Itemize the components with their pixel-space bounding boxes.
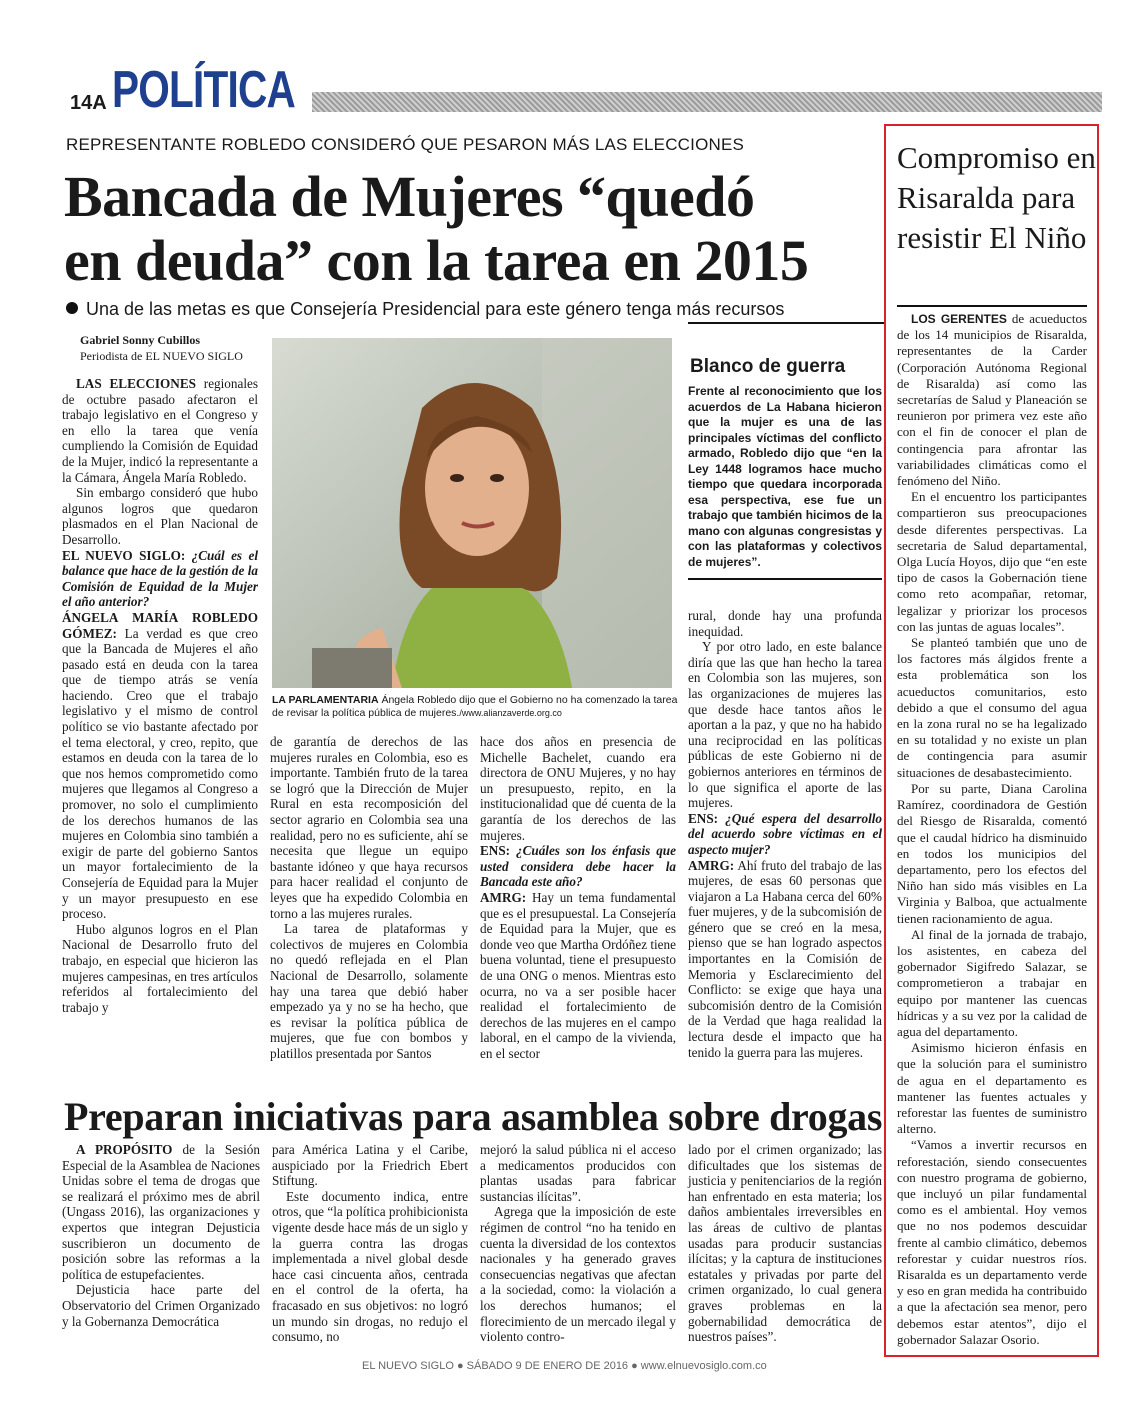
page-footer: EL NUEVO SIGLO ● SÁBADO 9 DE ENERO DE 2016 ● www.elnuevosiglo.com.co [362,1360,767,1372]
subhead-text: Una de las metas es que Consejería Presidencial para este género tenga más recursos [86,299,785,319]
side-article-body [897,311,1087,1348]
second-headline: Preparan iniciativas para asamblea sobre drogas [64,1094,883,1139]
paragraph: Hubo algunos logros en el Plan Nacional de Desarrollo fruto del trabajo, en especial que hicieron las mujeres campesinas, en tres artículos referidos al fortalecimiento del trabajo y [62,921,258,1015]
section-bar [312,92,1102,112]
portrait-illustration [272,338,672,688]
second-column-3 [480,1142,676,1345]
paragraph: En el encuentro los participantes compartieron sus preocupaciones desde diferentes perspectivas. La secretaria de Salud departamental, Olga Lucía Hoyos, dijo que “en este tipo de casos la Gobernación tiene como reto acompañar, retomar, legalizar y priorizar los procesos con las juntas de aguas locales”. [897,489,1087,634]
kicker: REPRESENTANTE ROBLEDO CONSIDERÓ QUE PESARON MÁS LAS ELECCIONES [66,135,745,154]
headline [64,165,874,293]
author-name: Gabriel Sonny Cubillos [80,333,201,347]
sidebar-title: Blanco de guerra [690,356,846,377]
paragraph: Se planteó también que uno de los factores más álgidos frente a esta problemática son los acueductos comunitarios, esto debido a que el consumo del agua en la zona rural no se ha legalizado en su totalidad y no existe un plan de contingencia para asumir situaciones de desabastecimiento. [897,635,1087,780]
paragraph: Y por otro lado, en este balance diría que las que han hecho la tarea en Colombia son las mujeres, son las organizaciones de mujeres las que desde hace tantos años le aportan a la paz, y que no ha habido una reciprocidad en las políticas públicas de este Gobierno ni de gobiernos anteriores en términos de lo que significa el aporte de las mujeres. [688,639,882,811]
article-column-2 [270,734,468,1061]
side-title: Compromiso en Risaralda para resistir El Niño [897,140,1096,255]
bullet-icon [66,302,78,314]
answer: ÁNGELA MARÍA ROBLEDO GÓMEZ: La verdad es que creo que la Bancada de Mujeres el año pasado está en deuda con la tarea que de tiempo atrás se venía haciendo. Creo que el trabajo legislativo y el mismo de control político se vio bastante afectado por el tema electoral, y creo, repito, que estamos en deuda con la tarea de lo que nos hemos comprometido como mujeres que llegamos al Congreso a promover, no solo el cumplimiento de los derechos humanos de las mujeres en Colombia sino también a exigir de parte del gobierno Santos un mayor fortalecimiento de la Consejería de Equidad para la Mujer y un mayor presupuesto en ese proceso. [62,609,258,922]
paragraph: de garantía de derechos de las mujeres rurales en Colombia, eso es importante. También fruto de la tarea se logró que la Dirección de Mujer Rural en esta recomposición del sector agrario en Colombia sea una realidad, pero no es suficiente, ahí se necesita que llegue un equipo bastante idóneo y que haya recursos para hacer realidad el conjunto de leyes que ha expedido Colombia en torno a las mujeres rurales. [270,734,468,921]
paragraph: Dejusticia hace parte del Observatorio del Crimen Organizado y la Gobernanza Democrática [62,1282,260,1329]
second-column-1 [62,1142,260,1329]
paragraph: Agrega que la imposición de este régimen de control “no ha tenido en cuenta la diversidad de los contextos nacionales y ha generado graves consecuencias negativas que afectan a la sociedad, como: la violación a los derechos humanos; el florecimiento de un mercado ilegal y violento contro- [480,1204,676,1345]
article-column-1 [62,376,258,1015]
paragraph: Sin embargo consideró que hubo algunos logros que quedaron plasmados en el Plan Nacional de Desarrollo. [62,485,258,547]
headline-line-2: en deuda” con la tarea en 2015 [64,228,809,293]
paragraph: para América Latina y el Caribe, auspiciado por la Friedrich Ebert Stiftung. [272,1142,468,1189]
sidebar-rule [688,322,884,324]
subhead [66,299,846,320]
headline-line-1: Bancada de Mujeres “quedó [64,164,755,229]
question: ENS: ¿Cuáles son los énfasis que usted considera debe hacer la Bancada este año? [480,843,676,890]
paragraph: Este documento indica, entre otros, que “la política prohibicionista vigente desde hace más de un siglo y la guerra contra las drogas implementada a nivel global desde hace casi cincuenta años, centrada en el control de la oferta, ha fracasado en sus objetivos: no logró un mundo sin drogas, no redujo el consumo, no [272,1188,468,1345]
paragraph: Al final de la jornada de trabajo, los asistentes, en cabeza del gobernador Sigifredo Salazar, se comprometieron a trabajar en equipo por mantener las cuencas hídricas y a su vez por la calidad de agua del departamento. [897,926,1087,1039]
byline [80,332,243,364]
article-column-3 [480,734,676,1061]
paragraph: LOS GERENTES de acueductos de los 14 municipios de Risaralda, representantes de la Carder (Corporación Autónoma Regional de Risaralda) así como las secretarías de Salud y Planeación se reunieron por primera vez este año con el fin de conocer el plan de contingencia para afrontar las variabilidades climáticas como el fenómeno del Niño. [897,311,1088,489]
paragraph: mejoró la salud pública ni el acceso a medicamentos producidos con plantas usadas para fabricar sustancias ilícitas”. [480,1142,676,1204]
sidebar-bottom-rule [688,578,882,580]
author-role: Periodista de EL NUEVO SIGLO [80,349,243,363]
article-column-4 [688,608,882,1060]
paragraph: hace dos años en presencia de Michelle Bachelet, cuando era directora de ONU Mujeres, y no hay un presupuesto, repito, en la institucionalidad que dé cuenta de la garantía de los derechos de las mujeres. [480,734,676,843]
sidebar-text: Frente al reconocimiento que los acuerdos de La Habana hicieron que la mujer es una de las principales víctimas del conflicto armado, Robledo dijo que “en la Ley 1448 logramos hace mucho tiempo que quedara incorporada esa perspectiva, ese fue un trabajo que también hicimos de la mano con algunas congresistas y con las plataformas y colectivos de mujeres”. [688,384,882,569]
answer: AMRG: Ahí fruto del trabajo de las mujeres, de esas 60 personas que viajaron a La Habana cerca del 60% fuer mujeres, y de la subcomisión de género que se creó en la mesa, pienso que se han logrado aspectos importantes en la Comisión de Memoria y Esclarecimiento del Conflicto: se exige que haya una subcomisión dentro de la Comisión de la Verdad que haga realidad la lectura desde el impacto que ha tenido la guerra para las mujeres. [688,857,882,1060]
paragraph: lado por el crimen organizado; las dificultades que los sistemas de justicia y penitenciarios de la región han enfrentado en esta materia; los daños ambientales irreversibles en las áreas de cultivo de plantas usadas para producir sustancias ilícitas; y la captura de instituciones estatales y privadas por parte del crimen organizado, lo cual genera graves problemas en la gobernabilidad democrática de nuestros países”. [688,1142,882,1345]
paragraph: rural, donde hay una profunda inequidad. [688,608,882,639]
paragraph: Asimismo hicieron énfasis en que la solución para el suministro de agua en el departamento es mantener las fuentes actuales y reforestar las fuentes de suministro alterno. [897,1040,1087,1137]
article-photo [272,338,672,688]
photo-caption: LA PARLAMENTARIA Ángela Robledo dijo que el Gobierno no ha comenzado la tarea de revisar la política pública de mujeres./www.alianzaverde.org.co [272,694,678,719]
answer: AMRG: Hay un tema fundamental que es el presupuestal. La Consejería de Equidad para la Mujer, que es donde veo que Martha Ordóñez tiene buena voluntad, tiene el presupuesto de una ONG o menos. Mientras esto ocurra, no va a ser posible hacer realidad el fortalecimiento de derechos de las mujeres en el campo laboral, en el campo de la vivienda, en el sector [480,889,676,1061]
question: EL NUEVO SIGLO: ¿Cuál es el balance que hace de la gestión de la Comisión de Equidad de la Mujer el año anterior? [62,547,258,610]
section-title: POLÍTICA [112,61,296,119]
paragraph: LAS ELECCIONES regionales de octubre pasado afectaron el trabajo legislativo en el Congreso y en ello la tarea que venía cumpliendo la Comisión de Equidad de la Mujer, indicó la representante a la Cámara, Ángela María Robledo. [62,376,258,485]
question: ENS: ¿Qué espera del desarrollo del acuerdo sobre víctimas en el aspecto mujer? [688,810,882,857]
second-column-2 [272,1142,468,1345]
second-column-4 [688,1142,882,1345]
paragraph: Por su parte, Diana Carolina Ramírez, coordinadora de Gestión del Riesgo de Risaralda, comentó que el caudal hídrico ha disminuido en todos los municipios del departamento, pero los efectos del Niño han sido más visibles en La Virginia y Balboa, que actualmente tienen racionamiento de agua. [897,780,1087,926]
paragraph: La tarea de plataformas y colectivos de mujeres en Colombia no quedó reflejada en el Plan Nacional de Desarrollo, solamente hay una tarea que debió haber empezado ya y no se ha hecho, que es revisar la política pública de mujeres, que fue con bombos y platillos presentada por Santos [270,921,468,1061]
photo-credit: /www.alianzaverde.org.co [459,708,562,718]
page-number: 14A [70,92,107,114]
paragraph: “Vamos a invertir recursos en reforestación, siendo consecuentes con nuestro programa de gobierno, que incluyó un pilar fundamental como es el ambiental. Hoy vemos que no nos podemos descuidar frente al cambio climático, debemos reforestar y cuidar nuestros ríos. Risaralda es un departamento verde y eso en gran medida ha contribuido a que la afectación sea menor, pero debemos estar atentos”, dijo el gobernador Salazar Osorio. [897,1137,1088,1347]
side-rule [897,305,1087,307]
paragraph: A PROPÓSITO de la Sesión Especial de la Asamblea de Naciones Unidas sobre el tema de drogas que se realizará el próximo mes de abril (Ungass 2016), las organizaciones y expertos que integran Dejusticia suscribieron un documento de posición sobre las reformas a la política de estupefacientes. [62,1142,260,1282]
